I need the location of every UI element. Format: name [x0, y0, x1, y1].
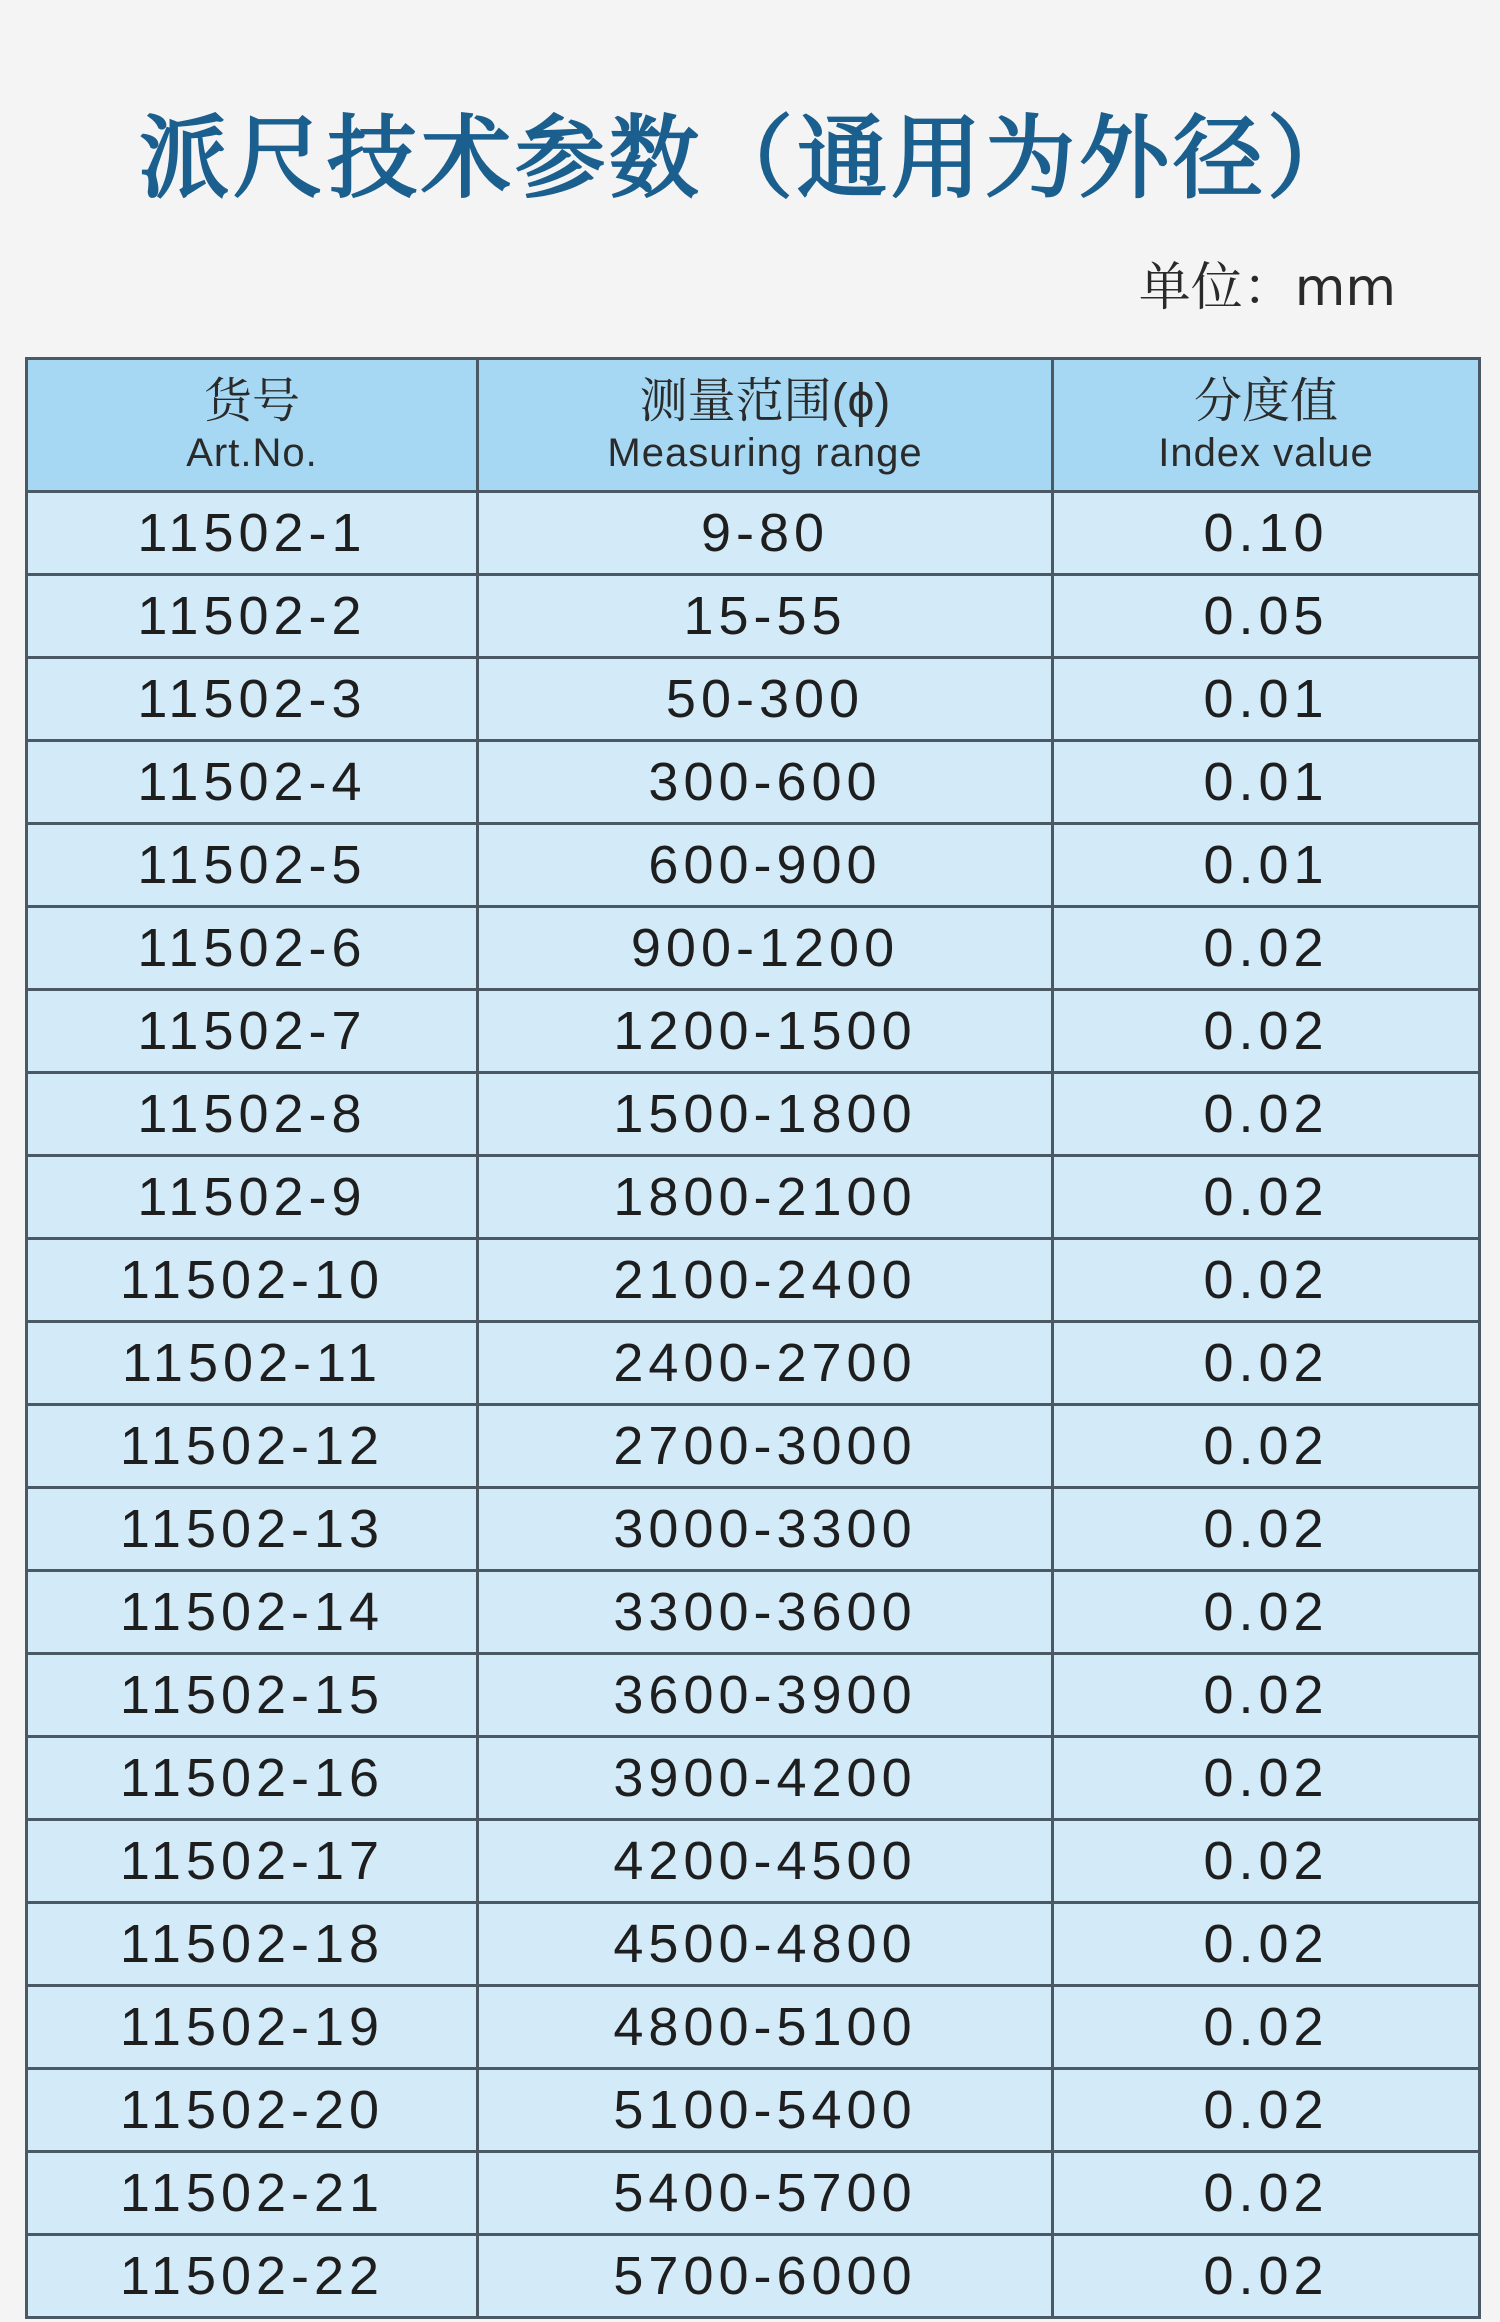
table-row	[27, 2235, 1480, 2318]
measuring-range-cell: 2700-3000	[478, 1405, 1053, 1488]
index-value-cell: 0.02	[1053, 1986, 1480, 2069]
page-title: 派尺技术参数（通用为外径）	[139, 106, 1361, 211]
art-no-cell: 11502-3	[27, 658, 478, 741]
art-no-cell: 11502-9	[27, 1156, 478, 1239]
art-no-cell: 11502-16	[27, 1737, 478, 1820]
header-measuring-range-cn: 测量范围(ϕ)	[639, 375, 891, 428]
index-value-cell: 0.05	[1053, 575, 1480, 658]
art-no-cell: 11502-14	[27, 1571, 478, 1654]
art-no-cell: 11502-18	[27, 1903, 478, 1986]
art-no-cell: 11502-13	[27, 1488, 478, 1571]
index-value-cell: 0.02	[1053, 1571, 1480, 1654]
index-value-cell: 0.02	[1053, 1820, 1480, 1903]
index-value-cell: 0.02	[1053, 1488, 1480, 1571]
table-header-row	[27, 359, 1480, 492]
spec-table	[25, 357, 1481, 2319]
index-value-cell: 0.02	[1053, 907, 1480, 990]
measuring-range-cell: 5700-6000	[478, 2235, 1053, 2318]
art-no-cell: 11502-17	[27, 1820, 478, 1903]
table-row	[27, 1488, 1480, 1571]
measuring-range-cell: 3000-3300	[478, 1488, 1053, 1571]
measuring-range-cell: 1200-1500	[478, 990, 1053, 1073]
header-index-value	[1053, 359, 1480, 492]
table-row	[27, 1654, 1480, 1737]
index-value-cell: 0.02	[1053, 1073, 1480, 1156]
header-index-value-en: Index value	[1158, 431, 1374, 475]
table-row	[27, 1571, 1480, 1654]
measuring-range-cell: 3900-4200	[478, 1737, 1053, 1820]
art-no-cell: 11502-22	[27, 2235, 478, 2318]
measuring-range-cell: 5400-5700	[478, 2152, 1053, 2235]
table-row	[27, 1073, 1480, 1156]
index-value-cell: 0.01	[1053, 824, 1480, 907]
art-no-cell: 11502-15	[27, 1654, 478, 1737]
table-body	[27, 492, 1480, 2318]
table-row	[27, 741, 1480, 824]
measuring-range-cell: 1500-1800	[478, 1073, 1053, 1156]
art-no-cell: 11502-2	[27, 575, 478, 658]
art-no-cell: 11502-19	[27, 1986, 478, 2069]
index-value-cell: 0.02	[1053, 2152, 1480, 2235]
measuring-range-cell: 1800-2100	[478, 1156, 1053, 1239]
header-art-no-cn: 货号	[203, 375, 300, 428]
index-value-cell: 0.01	[1053, 658, 1480, 741]
table-row	[27, 658, 1480, 741]
index-value-cell: 0.02	[1053, 2235, 1480, 2318]
art-no-cell: 11502-21	[27, 2152, 478, 2235]
index-value-cell: 0.02	[1053, 990, 1480, 1073]
table-row	[27, 575, 1480, 658]
index-value-cell: 0.02	[1053, 2069, 1480, 2152]
art-no-cell: 11502-5	[27, 824, 478, 907]
table-row	[27, 907, 1480, 990]
measuring-range-cell: 3600-3900	[478, 1654, 1053, 1737]
table-row	[27, 2152, 1480, 2235]
table-row	[27, 492, 1480, 575]
art-no-cell: 11502-10	[27, 1239, 478, 1322]
index-value-cell: 0.02	[1053, 1654, 1480, 1737]
index-value-cell: 0.02	[1053, 1156, 1480, 1239]
index-value-cell: 0.01	[1053, 741, 1480, 824]
measuring-range-cell: 3300-3600	[478, 1571, 1053, 1654]
table-row	[27, 1239, 1480, 1322]
index-value-cell: 0.02	[1053, 1737, 1480, 1820]
table-row	[27, 990, 1480, 1073]
measuring-range-cell: 4200-4500	[478, 1820, 1053, 1903]
header-measuring-range	[478, 359, 1053, 492]
index-value-cell: 0.02	[1053, 1405, 1480, 1488]
table-row	[27, 1405, 1480, 1488]
index-value-cell: 0.02	[1053, 1239, 1480, 1322]
table-row	[27, 2069, 1480, 2152]
art-no-cell: 11502-4	[27, 741, 478, 824]
art-no-cell: 11502-20	[27, 2069, 478, 2152]
art-no-cell: 11502-11	[27, 1322, 478, 1405]
table-row	[27, 1737, 1480, 1820]
header-art-no-en: Art.No.	[186, 431, 318, 475]
index-value-cell: 0.10	[1053, 492, 1480, 575]
header-measuring-range-en: Measuring range	[607, 431, 923, 475]
measuring-range-cell: 2400-2700	[478, 1322, 1053, 1405]
art-no-cell: 11502-8	[27, 1073, 478, 1156]
measuring-range-cell: 600-900	[478, 824, 1053, 907]
index-value-cell: 0.02	[1053, 1322, 1480, 1405]
table-row	[27, 1322, 1480, 1405]
art-no-cell: 11502-7	[27, 990, 478, 1073]
table-row	[27, 824, 1480, 907]
art-no-cell: 11502-12	[27, 1405, 478, 1488]
table-row	[27, 1156, 1480, 1239]
table-row	[27, 1820, 1480, 1903]
table-row	[27, 1986, 1480, 2069]
measuring-range-cell: 5100-5400	[478, 2069, 1053, 2152]
unit-label: 单位：mm	[1138, 258, 1396, 318]
measuring-range-cell: 50-300	[478, 658, 1053, 741]
measuring-range-cell: 900-1200	[478, 907, 1053, 990]
measuring-range-cell: 2100-2400	[478, 1239, 1053, 1322]
art-no-cell: 11502-6	[27, 907, 478, 990]
table-row	[27, 1903, 1480, 1986]
art-no-cell: 11502-1	[27, 492, 478, 575]
measuring-range-cell: 4800-5100	[478, 1986, 1053, 2069]
measuring-range-cell: 4500-4800	[478, 1903, 1053, 1986]
measuring-range-cell: 300-600	[478, 741, 1053, 824]
header-art-no	[27, 359, 478, 492]
header-index-value-cn: 分度值	[1193, 375, 1338, 428]
measuring-range-cell: 9-80	[478, 492, 1053, 575]
index-value-cell: 0.02	[1053, 1903, 1480, 1986]
measuring-range-cell: 15-55	[478, 575, 1053, 658]
